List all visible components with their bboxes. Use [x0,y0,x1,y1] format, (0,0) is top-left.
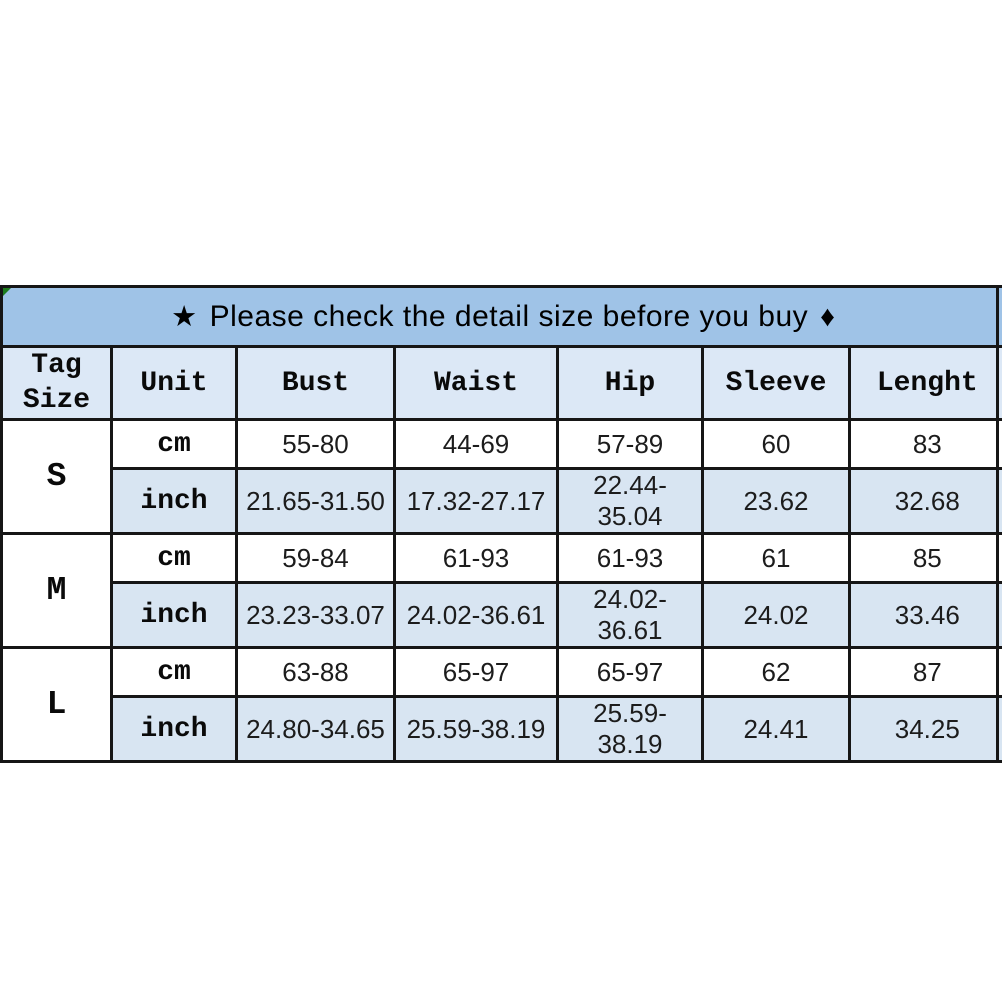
table-row-s-inch [2,469,1002,534]
header-sleeve: Sleeve [703,347,850,420]
cell-s-cm-hip: 57-89 [558,420,703,469]
header-waist: Waist [395,347,558,420]
cell-s-cm-waist: 44-69 [395,420,558,469]
cell-l-inch-bust: 24.80-34.65 [237,697,395,762]
table-row-l-cm [2,648,1002,697]
cell-l-inch-length: 34.25 [850,697,1002,762]
cell-m-cm-sleeve: 61 [703,534,850,583]
cell-m-cm-bust: 59-84 [237,534,395,583]
unit-label: cm [112,420,237,469]
size-label-s: S [2,420,112,534]
cell-l-inch-waist: 25.59-38.19 [395,697,558,762]
cell-l-cm-waist: 65-97 [395,648,558,697]
cell-m-inch-sleeve: 24.02 [703,583,850,648]
diamond-icon: ♦ [820,301,836,333]
cell-m-cm-length: 85 [850,534,1002,583]
size-label-m: M [2,534,112,648]
cell-m-cm-hip: 61-93 [558,534,703,583]
cell-m-inch-bust: 23.23-33.07 [237,583,395,648]
cell-s-cm-sleeve: 60 [703,420,850,469]
cell-s-cm-length: 83 [850,420,1002,469]
header-bust: Bust [237,347,395,420]
banner-text: Please check the detail size before you buy [209,300,809,333]
unit-label: inch [112,583,237,648]
cell-l-cm-bust: 63-88 [237,648,395,697]
header-tag-size: Tag Size [2,347,112,420]
cell-m-cm-waist: 61-93 [395,534,558,583]
cell-m-inch-hip: 24.02-36.61 [558,583,703,648]
size-label-l: L [2,648,112,762]
cell-l-inch-sleeve: 24.41 [703,697,850,762]
star-icon: ★ [171,301,198,333]
table-row-m-cm [2,534,1002,583]
table-right-border [996,285,999,763]
header-hip: Hip [558,347,703,420]
table-row-l-inch [2,697,1002,762]
cell-l-cm-hip: 65-97 [558,648,703,697]
table-row-s-cm [2,420,1002,469]
cell-s-inch-sleeve: 23.62 [703,469,850,534]
cell-s-inch-hip: 22.44-35.04 [558,469,703,534]
size-chart-table-wrap [0,285,1002,763]
header-length: Lenght [850,347,1002,420]
cell-l-cm-sleeve: 62 [703,648,850,697]
size-chart-table [0,285,1002,763]
cell-s-inch-waist: 17.32-27.17 [395,469,558,534]
cell-l-cm-length: 87 [850,648,1002,697]
excel-comment-triangle-icon [3,288,11,296]
cell-m-inch-length: 33.46 [850,583,1002,648]
banner-cell [2,287,1002,347]
cell-s-inch-length: 32.68 [850,469,1002,534]
cell-s-inch-bust: 21.65-31.50 [237,469,395,534]
unit-label: inch [112,697,237,762]
unit-label: cm [112,534,237,583]
header-row [2,347,1002,420]
cell-l-inch-hip: 25.59-38.19 [558,697,703,762]
unit-label: inch [112,469,237,534]
table-row-m-inch [2,583,1002,648]
cell-m-inch-waist: 24.02-36.61 [395,583,558,648]
unit-label: cm [112,648,237,697]
banner-row [2,287,1002,347]
header-unit: Unit [112,347,237,420]
cell-s-cm-bust: 55-80 [237,420,395,469]
